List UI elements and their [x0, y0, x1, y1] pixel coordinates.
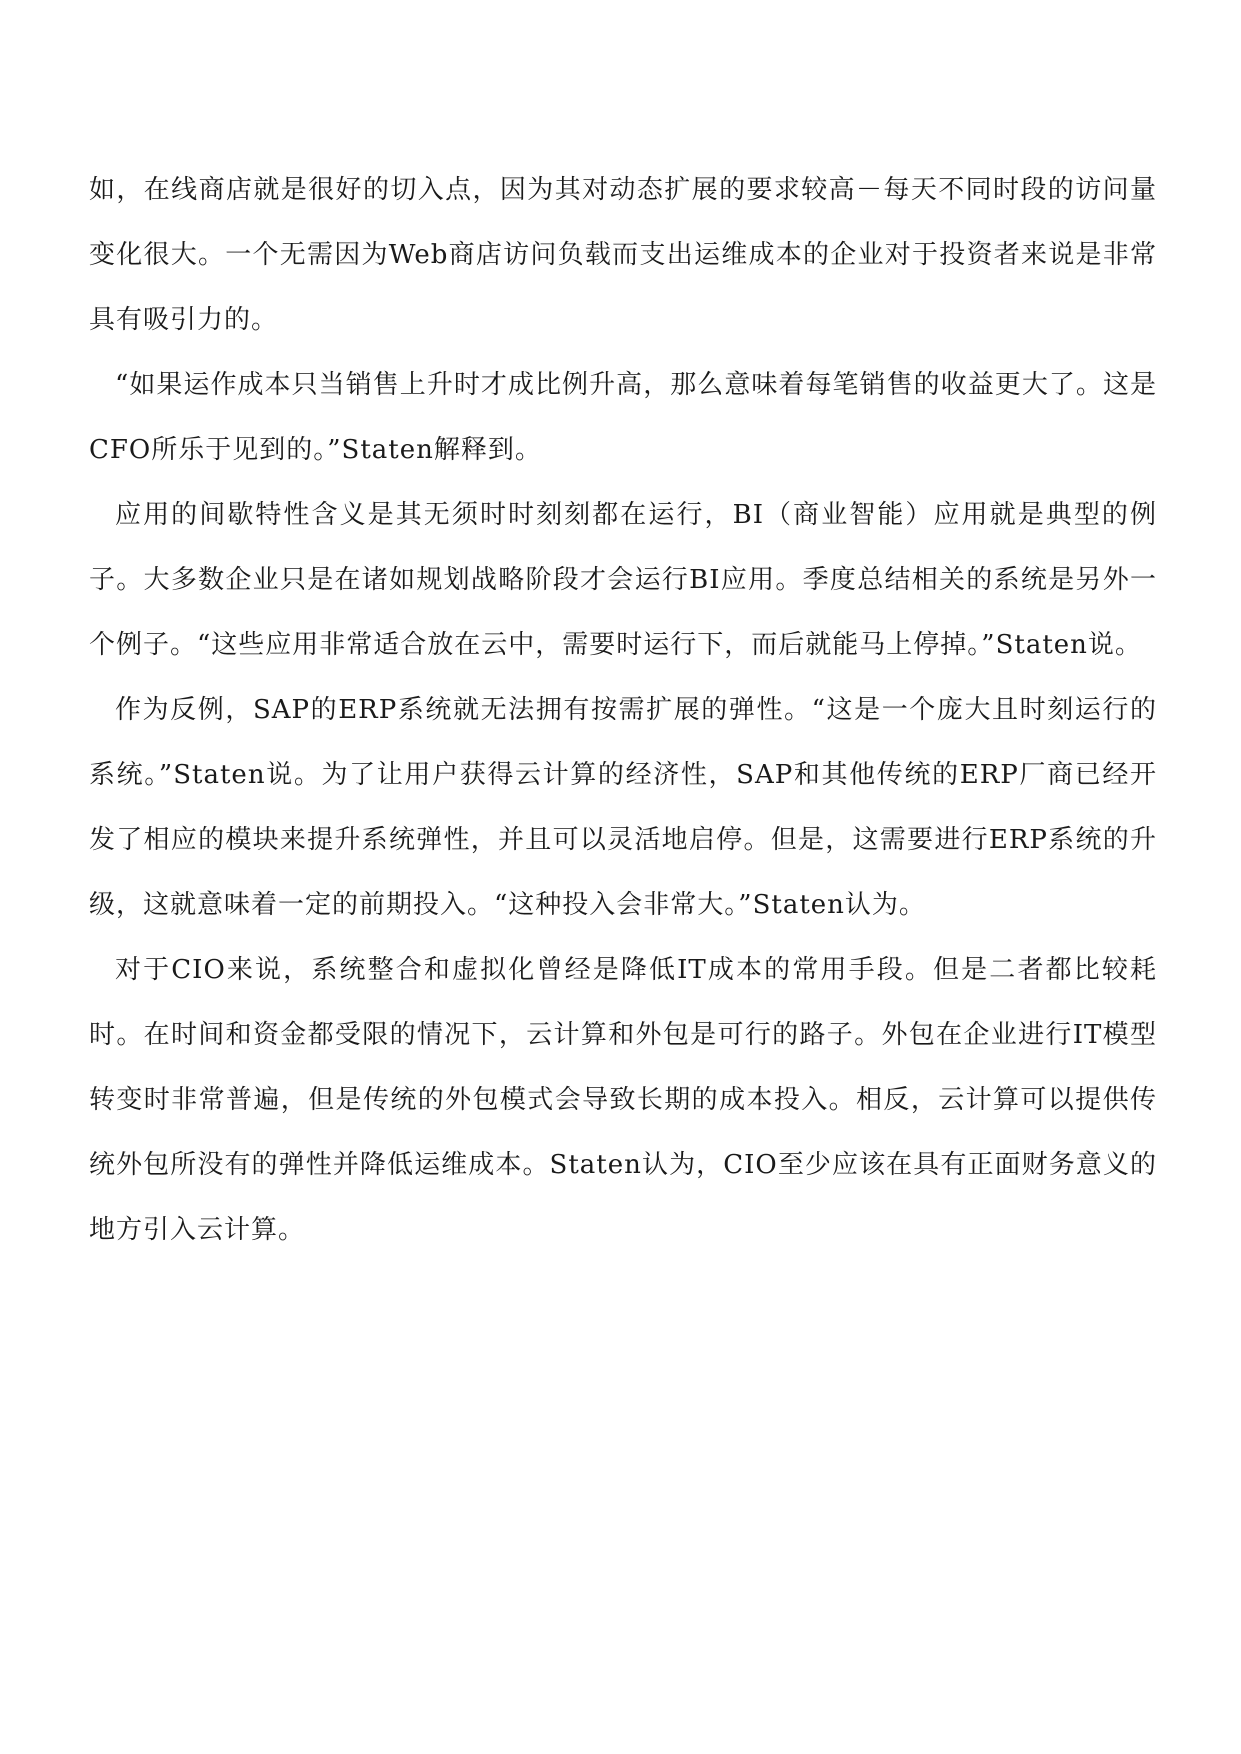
paragraph-3: 应用的间歇特性含义是其无须时时刻刻都在运行，BI（商业智能）应用就是典型的例子。大多数企业只是在诸如规划战略阶段才会运行BI应用。季度总结相关的系统是另外一个例子。“这些应用非常适合放在云中，需要时运行下，而后就能马上停掉。”Staten说。	[89, 500, 1157, 660]
paragraph-5: 对于CIO来说，系统整合和虚拟化曾经是降低IT成本的常用手段。但是二者都比较耗时。在时间和资金都受限的情况下，云计算和外包是可行的路子。外包在企业进行IT模型转变时非常普遍，但是传统的外包模式会导致长期的成本投入。相反，云计算可以提供传统外包所没有的弹性并降低运维成本。Staten认为，CIO至少应该在具有正面财务意义的地方引入云计算。	[89, 955, 1157, 1245]
paragraph-1: 如，在线商店就是很好的切入点，因为其对动态扩展的要求较高－每天不同时段的访问量变化很大。一个无需因为Web商店访问负载而支出运维成本的企业对于投资者来说是非常具有吸引力的。	[89, 175, 1157, 335]
paragraph-4: 作为反例，SAP的ERP系统就无法拥有按需扩展的弹性。“这是一个庞大且时刻运行的系统。”Staten说。为了让用户获得云计算的经济性，SAP和其他传统的ERP厂商已经开发了相应的模块来提升系统弹性，并且可以灵活地启停。但是，这需要进行ERP系统的升级，这就意味着一定的前期投入。“这种投入会非常大。”Staten认为。	[89, 695, 1157, 920]
document-body	[89, 158, 1157, 1263]
paragraph-2: “如果运作成本只当销售上升时才成比例升高，那么意味着每笔销售的收益更大了。这是CFO所乐于见到的。”Staten解释到。	[89, 370, 1157, 465]
